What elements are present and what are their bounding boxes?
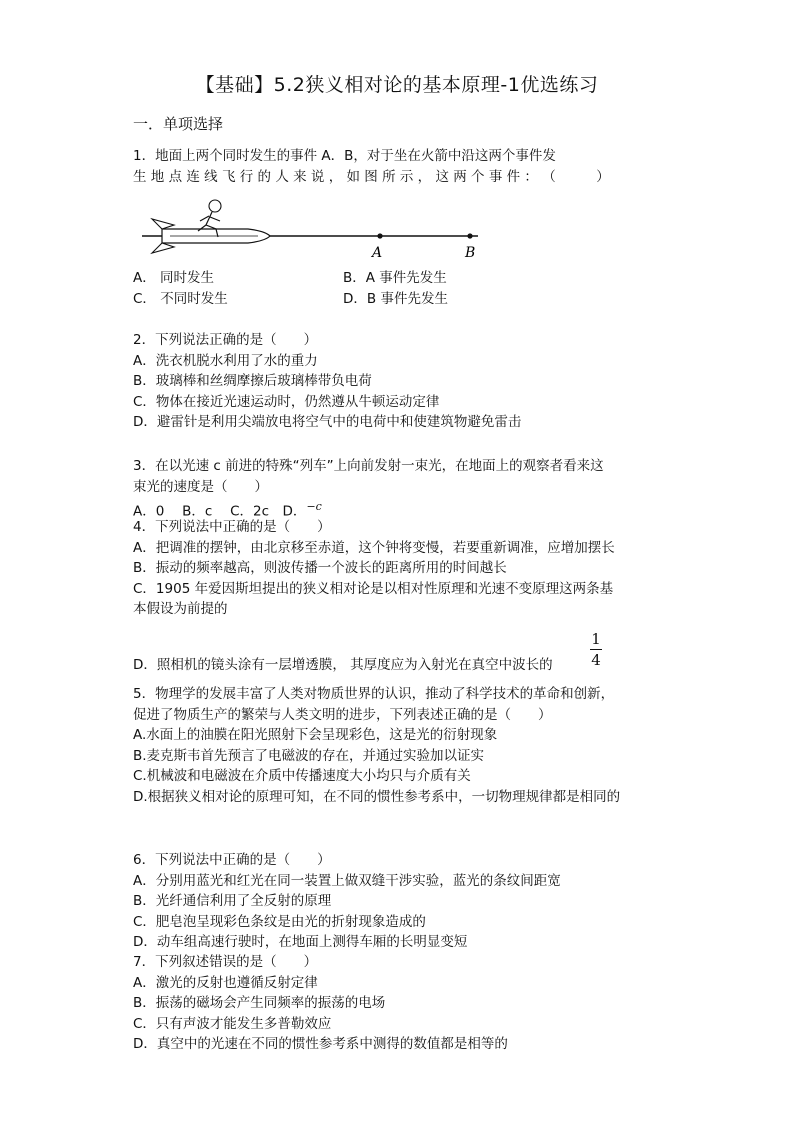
q5-option-d: D.根据狭义相对论的原理可知，在不同的惯性参考系中，一切物理规律都是相同的: [133, 788, 621, 805]
rocket-fin-top: [152, 219, 174, 229]
q6-stem: 6．下列说法中正确的是（ ）: [133, 852, 331, 868]
point-a-label: A: [372, 245, 383, 261]
page-title: 【基础】5.2狭义相对论的基本原理-1优选练习: [195, 74, 599, 96]
q5-option-b: B.麦克斯韦首先预言了电磁波的存在，并通过实验加以证实: [133, 747, 485, 764]
point-b: [467, 233, 472, 238]
q2-option-a: A．洗衣机脱水利用了水的重力: [133, 352, 318, 369]
point-a: [377, 233, 382, 238]
question-3: [133, 456, 663, 522]
question-2: [133, 330, 663, 433]
q1-option-a: A． 同时发生: [133, 270, 215, 286]
q4-option-b: B．振动的频率越高，则波传播一个波长的距离所用的时间越长: [133, 560, 507, 576]
q6-option-a: A．分别用蓝光和红光在同一装置上做双缝干涉实验，蓝光的条纹间距宽: [133, 872, 561, 889]
q2-stem: 2．下列说法正确的是（ ）: [133, 332, 318, 348]
q5-line-1: 5．物理学的发展丰富了人类对物质世界的认识，推动了科学技术的革命和创新，: [133, 686, 615, 702]
rocket-fin-bottom: [152, 243, 174, 253]
q7-option-a: A．激光的反射也遵循反射定律: [133, 974, 318, 991]
q2-option-c: C．物体在接近光速运动时，仍然遵从牛顿运动定律: [133, 393, 440, 410]
q2-option-d: D．避雷针是利用尖端放电将空气中的电荷中和使建筑物避免雷击: [133, 414, 522, 430]
q3-line-2: 束光的速度是（ ）: [133, 478, 268, 495]
q4-fraction-bar: [590, 649, 602, 650]
point-b-label: B: [465, 245, 476, 261]
rocket-figure: [140, 195, 500, 265]
q6-option-d: D．动车组高速行驶时，在地面上测得车厢的长明显变短: [133, 934, 468, 950]
q4-stem: 4．下列说法中正确的是（ ）: [133, 519, 331, 535]
question-1-line-2: 生 地 点 连 线 飞 行 的 人 来 说 ， 如 图 所 示 ， 这 两 个 事 件 ： （ ）: [133, 168, 610, 185]
question-7: [133, 952, 663, 1055]
question-1: [133, 146, 663, 187]
question-5: [133, 684, 663, 807]
q6-option-c: C．肥皂泡呈现彩色条纹是由光的折射现象造成的: [133, 913, 426, 930]
q4-fraction-numerator: 1: [591, 630, 601, 648]
q1-option-d: D．B 事件先发生: [343, 291, 448, 307]
q4-option-c-line-2: 本假设为前提的: [133, 601, 228, 617]
q7-option-c: C．只有声波才能发生多普勒效应: [133, 1015, 332, 1032]
q5-option-a: A.水面上的油膜在阳光照射下会呈现彩色，这是光的衍射现象: [133, 727, 498, 743]
q3-options-text: A．0 B．c C．2c D．: [133, 503, 307, 520]
q7-stem: 7．下列叙述错误的是（ ）: [133, 954, 318, 970]
q6-option-b: B．光纤通信利用了全反射的原理: [133, 893, 332, 909]
q1-option-b: B．A 事件先发生: [343, 270, 447, 286]
question-1-line-1: 1．地面上两个同时发生的事件 A．B，对于坐在火箭中沿这两个事件发: [133, 148, 556, 164]
q1-option-c: C． 不同时发生: [133, 291, 228, 307]
q3-line-1: 3．在以光速 c 前进的特殊“列车”上向前发射一束光，在地面上的观察者看来这: [133, 458, 604, 474]
question-4: [133, 517, 663, 620]
question-6: [133, 850, 663, 953]
rider-head: [209, 200, 221, 212]
q3-option-d-value: −c: [306, 500, 322, 513]
q7-option-d: D．真空中的光速在不同的惯性参考系中测得的数值都是相等的: [133, 1036, 508, 1052]
q2-option-b: B．玻璃棒和丝绸摩擦后玻璃棒带负电荷: [133, 373, 372, 389]
q4-option-c-line-1: C．1905 年爱因斯坦提出的狭义相对论是以相对性原理和光速不变原理这两条基: [133, 580, 614, 597]
q4-option-d: D．照相机的镜头涂有一层增透膜， 其厚度应为入射光在真空中波长的: [133, 657, 553, 673]
q5-line-2: 促进了物质生产的繁荣与人类文明的进步，下列表述正确的是（ ）: [133, 706, 552, 723]
q5-option-c: C.机械波和电磁波在介质中传播速度大小均只与介质有关: [133, 768, 471, 784]
q4-fraction-denominator: 4: [591, 651, 601, 669]
q7-option-b: B．振荡的磁场会产生同频率的振荡的电场: [133, 995, 386, 1011]
section-heading: 一．单项选择: [133, 115, 224, 133]
q4-option-a: A．把调准的摆钟，由北京移至赤道，这个钟将变慢，若要重新调准，应增加摆长: [133, 539, 615, 556]
